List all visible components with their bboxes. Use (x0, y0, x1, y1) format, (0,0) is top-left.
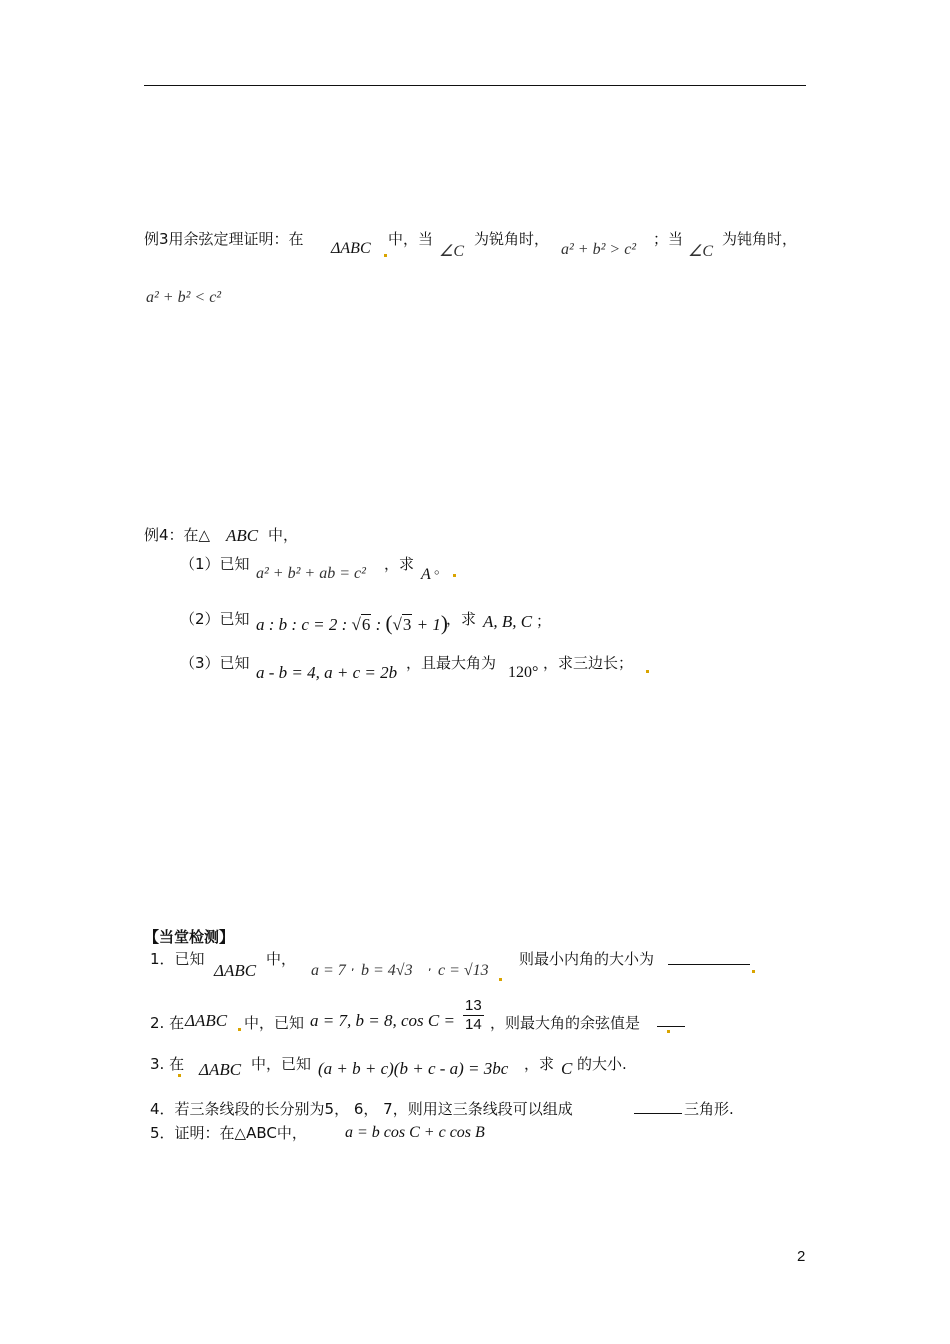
problem2-num: 2. 在 (150, 1014, 185, 1032)
problem3-mid: 中，已知 (251, 1055, 312, 1073)
problem2-answer-blank[interactable] (657, 1026, 685, 1027)
problem3-target: C (561, 1059, 573, 1078)
problem1-a: a = 7 (311, 962, 346, 979)
problem3-num: 3. 在 (150, 1055, 185, 1073)
problem1-b: b = 4√3 (361, 962, 413, 979)
example4-q3-label: （3）已知 (180, 654, 250, 672)
example4-q3-angle: 120° (508, 664, 539, 681)
example4-q1-expr: a² + b² + ab = c² (256, 565, 366, 582)
problem1-triangle: ΔABC (214, 961, 257, 980)
example4-q3-mid: ，且最大角为 (406, 654, 497, 672)
problem4-text: 4．若三条线段的长分别为5， 6， 7，则用这三条线段可以组成 (150, 1100, 573, 1118)
example4-q3-expr: a - b = 4, a + c = 2b (256, 663, 398, 682)
problem2-triangle: ΔABC (185, 1011, 228, 1030)
check-heading: 【当堂检测】 (144, 928, 235, 946)
problem3-expr: (a + b + c)(b + c - a) = 3bc (318, 1059, 509, 1078)
problem5-num: 5．证明：在△ABC中， (150, 1124, 307, 1142)
problem1-answer-blank[interactable] (668, 964, 750, 965)
problem5-expr: a = b cos C + c cos B (345, 1124, 485, 1141)
problem4-end: 三角形. (684, 1100, 734, 1118)
example3-intro: 例3用余弦定理证明：在 (144, 230, 304, 248)
example3-obtuse: 为钝角时， (722, 230, 798, 248)
example4-triangle: ABC (226, 526, 259, 545)
example4-q3-end: ，求三边长； (543, 654, 634, 672)
problem2-fraction-den: 14 (465, 1016, 482, 1033)
problem1-end: 则最小内角的大小为 (519, 950, 655, 968)
example4-q1-label: （1）已知 (180, 555, 250, 573)
example3-acute: 为锐角时， (474, 230, 550, 248)
example3-ineq1: a² + b² > c² (561, 241, 637, 258)
problem3-end: 的大小. (577, 1055, 627, 1073)
example4-title: 例4：在△ (144, 526, 211, 544)
page-number: 2 (797, 1248, 806, 1265)
problem2-end: ，则最大角的余弦值是 (490, 1014, 641, 1032)
example3-sep: ；当 (653, 230, 684, 248)
example4-q2-label: （2）已知 (180, 610, 250, 628)
example4-q1-target: A (421, 566, 431, 583)
problem2-fraction (463, 997, 484, 1034)
problem1-num: 1．已知 (150, 950, 205, 968)
example3-ineq2: a² + b² < c² (146, 289, 222, 306)
example3-angle2: ∠C (688, 243, 714, 260)
example4-q2-ask: ，求 (446, 610, 477, 628)
header-rule (144, 85, 806, 86)
problem3-triangle: ΔABC (199, 1060, 242, 1079)
example4-title-end: 中， (268, 526, 299, 544)
problem3-ask: ，求 (524, 1055, 555, 1073)
problem1-mid: 中， (266, 950, 297, 968)
example4-q1-end: 。 (434, 559, 450, 577)
problem2-fraction-num: 13 (465, 997, 482, 1014)
example3-mid1: 中，当 (388, 230, 434, 248)
example3-angle1: ∠C (439, 243, 465, 260)
example4-q2-target: A, B, C (483, 612, 533, 631)
problem2-mid: 中，已知 (244, 1014, 305, 1032)
example3-triangle: ΔABC (331, 240, 371, 257)
example4-q2-expr: a : b : c = 2 : √6 : (√3 + 1) (256, 611, 448, 635)
problem4-answer-blank[interactable] (634, 1113, 682, 1114)
example4-q2-end: ； (536, 612, 552, 630)
example4-q1-ask: ，求 (384, 555, 415, 573)
problem1-c: c = √13 (438, 962, 489, 979)
problem2-expr: a = 7, b = 8, cos C = (310, 1011, 455, 1030)
